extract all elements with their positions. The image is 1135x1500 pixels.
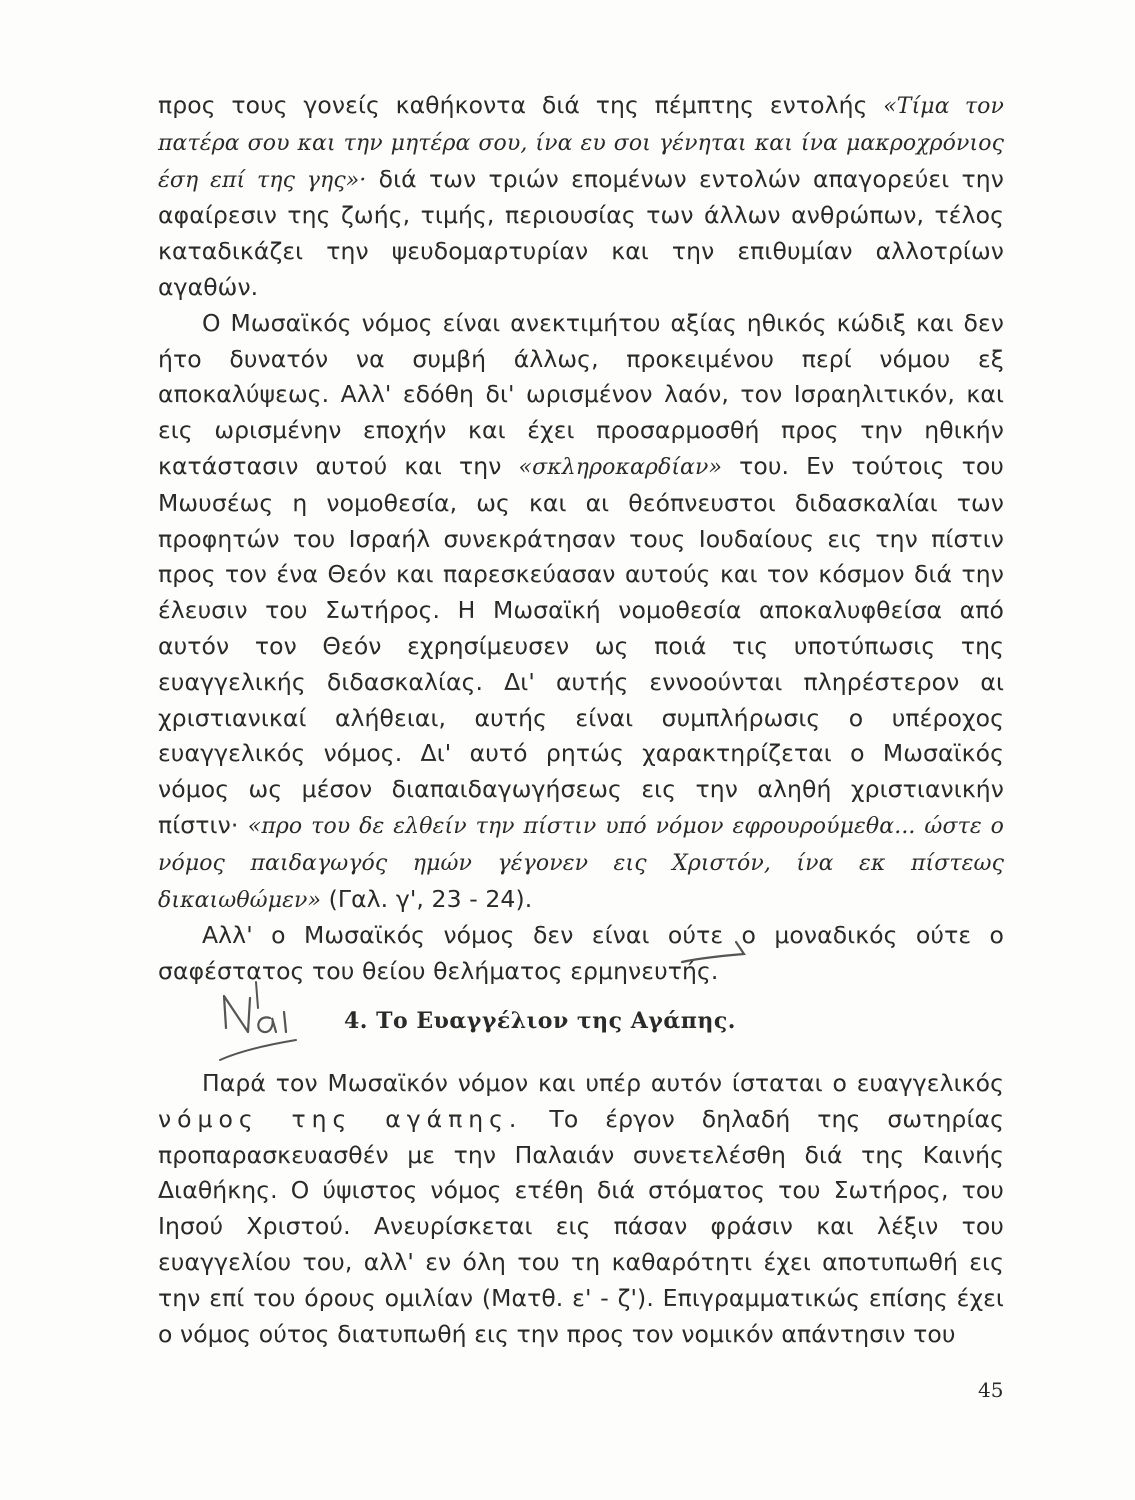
- paragraph-4-continuation: Το έργον δηλαδή της σωτηρίας προπαρασκευασθέν με την Παλαιάν συνετελέσθη διά της Καινής Διαθήκης. Ο ύψιστος νόμος ετέθη διά στόματος του Σωτήρος, του Ιησού Χριστού. Ανευρίσκεται εις πάσαν φράσιν και λέξιν του ευαγγελίου του, αλλ' εν όλη του τη καθαρότητι έχει αποτυπωθή εις την επί του όρους ομιλίαν (Ματθ. ε' - ζ'). Επιγραμματικώς επίσης έχει ο νόμος ούτος διατυπωθή εις την προς τον νομικόν απάντησιν του: [158, 1104, 1004, 1348]
- page-number: 45: [978, 1378, 1004, 1402]
- pencil-stroke: [680, 936, 752, 968]
- paragraph-1-text: προς τους γονείς καθήκοντα διά της πέμπτης εντολής: [158, 91, 868, 119]
- paragraph-1-continuation: διά των τριών επομένων εντολών απαγορεύει την αφαίρεσιν της ζωής, τιμής, περιουσίας των άλλων ανθρώπων, τέλος καταδικάζει την ψευδομαρτυρίαν και την επιθυμίαν αλλοτρίων αγαθών.: [158, 164, 1004, 301]
- spaced-law-of-love: νόμος της αγάπης.: [158, 1104, 523, 1133]
- paragraph-1: [158, 88, 1004, 306]
- paragraph-2-continuation: του. Εν τούτοις του Μωυσέως η νομοθεσία, ως και αι θεόπνευστοι διδασκαλίαι των προφητών του Ισραήλ συνεκράτησαν τους Ιουδαίους εις την πίστιν προς τον ένα Θεόν και παρεσκεύασαν αυτούς και τον κόσμον διά την έλευσιν του Σωτήρος. Η Μωσαϊκή νομοθεσία αποκαλυφθείσα από αυτόν τον Θεόν εχρησίμευσεν ως ποιά τις υποτύπωσις της ευαγγελικής διδασκαλίας. Δι' αυτής εννοούνται πληρέστερον αι χριστιανικαί αλήθειαι, αυτής είναι συμπλήρωσις ο υπέροχος ευαγγελικός νόμος. Δι' αυτό ρητώς χαρακτηρίζεται ο Μωσαϊκός νόμος ως μέσον διαπαιδαγωγήσεως εις την αληθή χριστιανικήν πίστιν·: [158, 451, 1005, 839]
- paragraph-3-text: Αλλ' ο Μωσαϊκός νόμος δεν είναι ούτε ο μοναδικός ούτε ο σαφέστατος του θείου θελήματος ερμηνευτής.: [158, 921, 1004, 986]
- body-text-bottom: [158, 1066, 1004, 1352]
- paragraph-4-text: Παρά τον Μωσαϊκόν νόμον και υπέρ αυτόν ίσταται ο ευαγγελικός: [202, 1069, 1004, 1097]
- quotation-sklirokardian: «σκληροκαρδίαν»: [518, 454, 723, 480]
- quotation-galatians: «προ του δε ελθείν την πίστιν υπό νόμον εφρουρούμεθα... ώστε ο νόμος παιδαγωγός ημών γέγονεν εις Χριστόν, ίνα εκ πίστεως δικαιωθώμεν»: [158, 813, 1004, 913]
- section-heading: 4. Το Ευαγγέλιον της Αγάπης.: [344, 1008, 736, 1034]
- body-text-top: [158, 88, 1004, 990]
- quotation-fifth-commandment: «Τίμα τον πατέρα σου και την μητέρα σου, ίνα ευ σοι γένηται και ίνα μακροχρόνιος έση επί της γης»·: [158, 94, 1005, 193]
- handwritten-annotation: [212, 978, 322, 1064]
- paragraph-2-text: Ο Μωσαϊκός νόμος είναι ανεκτιμήτου αξίας ηθικός κώδιξ και δεν ήτο δυνατόν να συμβή άλλως, προκειμένου περί νόμου εξ αποκαλύψεως. Αλλ' εδόθη δι' ωρισμένον λαόν, τον Ισραηλιτικόν, και εις ωρισμένην εποχήν και έχει προσαρμοσθή προς την ηθικήν κατάστασιν αυτού και την: [158, 308, 1004, 480]
- paragraph-4: [158, 1066, 1004, 1352]
- citation-galatians: (Γαλ. γ', 23 - 24).: [328, 884, 533, 913]
- paragraph-2: [158, 306, 1004, 919]
